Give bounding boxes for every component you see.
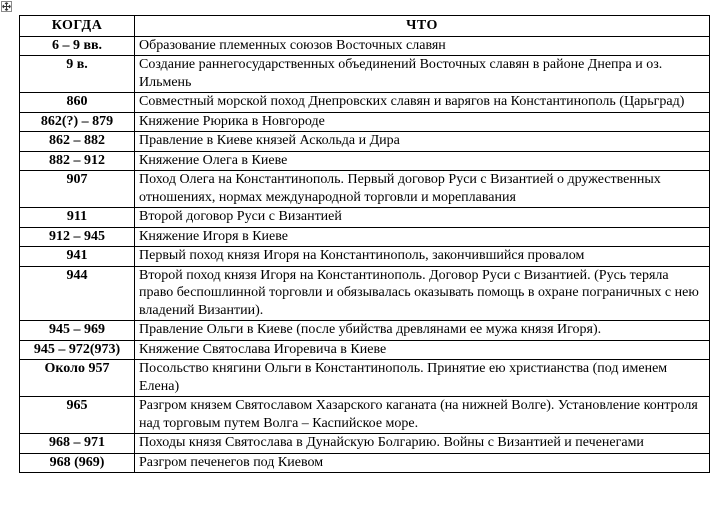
table-row <box>20 453 710 473</box>
event-cell: Княжение Олега в Киеве <box>135 151 710 171</box>
table-row <box>20 321 710 341</box>
date-cell: 945 – 969 <box>20 321 135 341</box>
table-row <box>20 93 710 113</box>
table-row <box>20 112 710 132</box>
event-cell: Совместный морской поход Днепровских славян и варягов на Константинополь (Царьград) <box>135 93 710 113</box>
date-cell: 965 <box>20 397 135 434</box>
table-row <box>20 36 710 56</box>
date-cell: Около 957 <box>20 360 135 397</box>
date-cell: 968 – 971 <box>20 434 135 454</box>
table-row <box>20 266 710 321</box>
event-cell: Княжение Святослава Игоревича в Киеве <box>135 340 710 360</box>
event-cell: Первый поход князя Игоря на Константинополь, закончившийся провалом <box>135 247 710 267</box>
event-cell: Создание раннегосударственных объединений Восточных славян в районе Днепра и оз. Ильмень <box>135 56 710 93</box>
event-cell: Образование племенных союзов Восточных славян <box>135 36 710 56</box>
date-cell: 862(?) – 879 <box>20 112 135 132</box>
event-cell: Княжение Рюрика в Новгороде <box>135 112 710 132</box>
table-row <box>20 360 710 397</box>
table-row <box>20 340 710 360</box>
event-cell: Второй поход князя Игоря на Константинополь. Договор Руси с Византией. (Русь теряла право беспошлинной торговли и обязывалась оказывать помощь в охране пограничных с нею владений Византии). <box>135 266 710 321</box>
header-what: ЧТО <box>135 16 710 37</box>
header-row <box>20 16 710 37</box>
event-cell: Разгром печенегов под Киевом <box>135 453 710 473</box>
table-row <box>20 56 710 93</box>
table-row <box>20 171 710 208</box>
event-cell: Правление в Киеве князей Аскольда и Дира <box>135 132 710 152</box>
event-cell: Второй договор Руси с Византией <box>135 208 710 228</box>
date-cell: 882 – 912 <box>20 151 135 171</box>
date-cell: 912 – 945 <box>20 227 135 247</box>
event-cell: Поход Олега на Константинополь. Первый договор Руси с Византией о дружественных отношениях, нормах международной торговли и мореплавания <box>135 171 710 208</box>
table-row <box>20 227 710 247</box>
date-cell: 944 <box>20 266 135 321</box>
date-cell: 9 в. <box>20 56 135 93</box>
table-row <box>20 247 710 267</box>
table-row <box>20 397 710 434</box>
event-cell: Разгром князем Святославом Хазарского каганата (на нижней Волге). Установление контроля над торговым путем Волга – Каспийское море. <box>135 397 710 434</box>
event-cell: Походы князя Святослава в Дунайскую Болгарию. Войны с Византией и печенегами <box>135 434 710 454</box>
table-row <box>20 132 710 152</box>
table-move-handle[interactable] <box>1 1 12 12</box>
event-cell: Княжение Игоря в Киеве <box>135 227 710 247</box>
chronology-table <box>19 15 710 473</box>
date-cell: 6 – 9 вв. <box>20 36 135 56</box>
table-row <box>20 434 710 454</box>
date-cell: 911 <box>20 208 135 228</box>
date-cell: 862 – 882 <box>20 132 135 152</box>
table-row <box>20 208 710 228</box>
date-cell: 941 <box>20 247 135 267</box>
header-when: КОГДА <box>20 16 135 37</box>
event-cell: Правление Ольги в Киеве (после убийства древлянами ее мужа князя Игоря). <box>135 321 710 341</box>
move-arrows-icon <box>2 2 11 11</box>
date-cell: 968 (969) <box>20 453 135 473</box>
event-cell: Посольство княгини Ольги в Константинополь. Принятие ею христианства (под именем Елена) <box>135 360 710 397</box>
table-row <box>20 151 710 171</box>
date-cell: 907 <box>20 171 135 208</box>
date-cell: 945 – 972(973) <box>20 340 135 360</box>
date-cell: 860 <box>20 93 135 113</box>
